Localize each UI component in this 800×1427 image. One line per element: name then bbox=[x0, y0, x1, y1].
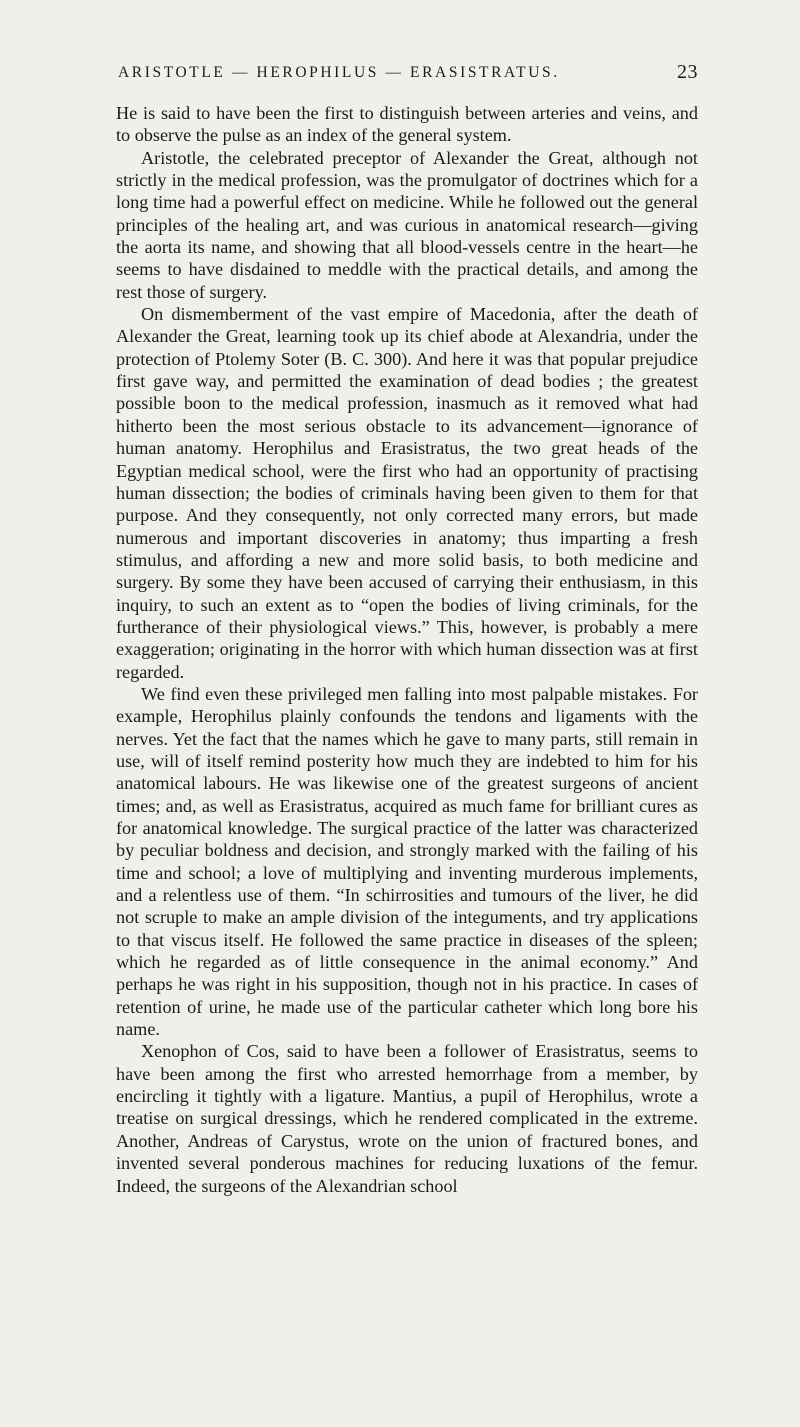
paragraph-4: We find even these privileged men falling into most palpable mistakes. For example, Herophilus plainly confounds the tendons and ligaments with the nerves. Yet the fact that the names which he gave to many parts, still remain in use, will of itself remind posterity how much they are indebted to him for his anatomical labours. He was likewise one of the greatest surgeons of ancient times; and, as well as Erasistratus, acquired as much fame for brilliant cures as for anatomical knowledge. The surgical practice of the latter was characterized by peculiar boldness and decision, and strongly marked with the failing of his time and school; a love of multiplying and inventing murderous implements, and a relentless use of them. “In schirrosities and tumours of the liver, he did not scruple to make an ample division of the integuments, and try applications to that viscus itself. He followed the same practice in diseases of the spleen; which he regarded as of little consequence in the animal economy.” And perhaps he was right in his supposition, though not in his practice. In cases of retention of urine, he made use of the particular catheter which long bore his name. bbox=[116, 683, 698, 1040]
paragraph-2: Aristotle, the celebrated preceptor of Alexander the Great, although not strictly in the medical profession, was the promulgator of doctrines which for a long time had a powerful effect on medicine. While he followed out the general principles of the healing art, and was curious in anatomical research—giving the aorta its name, and showing that all blood-vessels centre in the heart—he seems to have disdained to meddle with the practical details, and among the rest those of surgery. bbox=[116, 147, 698, 302]
paragraph-3: On dismemberment of the vast empire of Macedonia, after the death of Alexander the Great, learning took up its chief abode at Alexandria, under the protection of Ptolemy Soter (B. C. 300). And here it was that popular prejudice first gave way, and permitted the examination of dead bodies ; the greatest possible boon to the medical profession, inasmuch as it removed what had hitherto been the most serious obstacle to its advancement—ignorance of human anatomy. Herophilus and Erasistratus, the two great heads of the Egyptian medical school, were the first who had an opportunity of practising human dissection; the bodies of criminals having been given to them for that purpose. And they consequently, not only corrected many errors, but made numerous and important discoveries in anatomy; thus imparting a fresh stimulus, and affording a new and more solid basis, to both medicine and surgery. By some they have been accused of carrying their enthusiasm, in this inquiry, to such an extent as to “open the bodies of living criminals, for the furtherance of their physiological views.” This, however, is probably a mere exaggeration; originating in the horror with which human dissection was at first regarded. bbox=[116, 304, 698, 682]
page-number: 23 bbox=[677, 61, 698, 83]
paragraph-5: Xenophon of Cos, said to have been a follower of Erasistratus, seems to have been among the first who arrested hemorrhage from a member, by encircling it tightly with a ligature. Mantius, a pupil of Herophilus, wrote a treatise on surgical dressings, which he rendered complicated in the extreme. Another, Andreas of Carystus, wrote on the union of fractured bones, and invented several ponderous machines for reducing luxations of the femur. Indeed, the surgeons of the Alexandrian school bbox=[116, 1041, 698, 1196]
running-title: ARISTOTLE — HEROPHILUS — ERASISTRATUS. bbox=[118, 64, 560, 81]
running-header bbox=[118, 61, 698, 86]
paragraph-1: He is said to have been the first to distinguish between arteries and veins, and to observe the pulse as an index of the general system. bbox=[116, 103, 698, 146]
body-text bbox=[116, 102, 698, 1197]
